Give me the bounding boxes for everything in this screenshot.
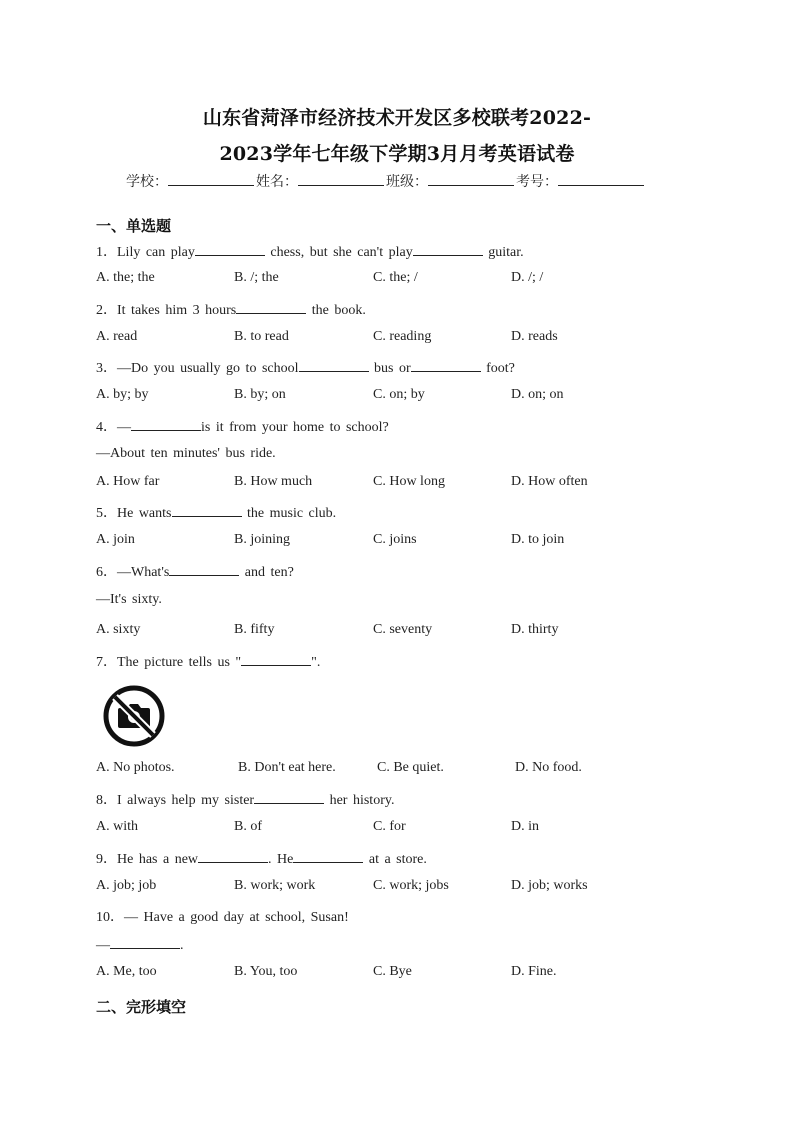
q10-option-b[interactable]: B. You, too (234, 964, 298, 979)
exam-no-field (516, 171, 646, 191)
q2-option-c[interactable]: C. reading (373, 329, 432, 344)
q2-option-d[interactable]: D. reads (511, 329, 558, 344)
class-label: 班级： (386, 174, 428, 190)
q8-option-b[interactable]: B. of (234, 819, 262, 834)
q2-option-b[interactable]: B. to read (234, 329, 289, 344)
question-text: 6．—What's (96, 565, 170, 580)
section-heading-cloze: 二、完形填空 (96, 998, 187, 1016)
q3-option-c[interactable]: C. on; by (373, 387, 425, 402)
q3-option-b[interactable]: B. by; on (234, 387, 286, 402)
question-text: 5．He wants (96, 506, 172, 521)
q6-option-b[interactable]: B. fifty (234, 622, 275, 637)
exam-no-blank[interactable] (558, 171, 644, 186)
exam-no-label: 考号： (516, 174, 558, 190)
exam-title-line-2: 2023学年七年级下学期3月月考英语试卷 (219, 143, 575, 165)
q5-option-a[interactable]: A. join (96, 532, 135, 547)
answer-blank[interactable] (299, 358, 369, 372)
answer-blank[interactable] (293, 849, 363, 863)
question-text: chess, but she can't play (264, 245, 413, 260)
q9-option-d[interactable]: D. job; works (511, 878, 588, 893)
q1-option-a[interactable]: A. the; the (96, 270, 155, 285)
answer-blank[interactable] (254, 790, 324, 804)
answer-blank[interactable] (110, 935, 180, 949)
question-4-response: —About ten minutes' bus ride. (96, 446, 276, 461)
question-text: 8．I always help my sister (96, 793, 255, 808)
q10-option-a[interactable]: A. Me, too (96, 964, 157, 979)
q9-option-a[interactable]: A. job; job (96, 878, 157, 893)
q5-option-b[interactable]: B. joining (234, 532, 291, 547)
q10-option-c[interactable]: C. Bye (373, 964, 412, 979)
question-text: 9．He has a new (96, 852, 199, 867)
answer-blank[interactable] (241, 652, 311, 666)
q7-option-a[interactable]: A. No photos. (96, 760, 175, 775)
q1-option-d[interactable]: D. /; / (511, 270, 544, 285)
answer-blank[interactable] (198, 849, 268, 863)
question-text: is it from your home to school? (201, 420, 389, 435)
q8-option-a[interactable]: A. with (96, 819, 138, 834)
q3-option-d[interactable]: D. on; on (511, 387, 564, 402)
q7-option-b[interactable]: B. Don't eat here. (238, 760, 336, 775)
question-text: ". (311, 655, 321, 670)
q10-option-d[interactable]: D. Fine. (511, 964, 557, 979)
question-text: her history. (324, 793, 395, 808)
question-text: guitar. (482, 245, 524, 260)
name-field (256, 171, 386, 191)
q6-option-d[interactable]: D. thirty (511, 622, 559, 637)
question-text: 1．Lily can play (96, 245, 195, 260)
q6-option-a[interactable]: A. sixty (96, 622, 141, 637)
question-text: . (180, 938, 184, 953)
question-text: the music club. (241, 506, 337, 521)
school-field (126, 171, 256, 191)
question-6-response: —It's sixty. (96, 592, 162, 607)
q9-option-c[interactable]: C. work; jobs (373, 878, 449, 893)
question-9 (96, 848, 427, 868)
question-2 (96, 299, 366, 319)
question-10: 10．— Have a good day at school, Susan! (96, 910, 349, 925)
answer-blank[interactable] (131, 417, 201, 431)
q5-option-c[interactable]: C. joins (373, 532, 417, 547)
name-label: 姓名： (256, 174, 298, 190)
answer-blank[interactable] (169, 562, 239, 576)
question-text: the book. (306, 303, 366, 318)
answer-blank[interactable] (411, 358, 481, 372)
question-text: 4．— (96, 420, 131, 435)
question-7 (96, 651, 320, 671)
question-text: at a store. (363, 852, 427, 867)
answer-blank[interactable] (236, 300, 306, 314)
student-info-line (126, 171, 646, 191)
answer-blank[interactable] (195, 242, 265, 256)
name-blank[interactable] (298, 171, 384, 186)
q2-option-a[interactable]: A. read (96, 329, 138, 344)
question-text: foot? (480, 361, 515, 376)
school-label: 学校： (126, 174, 168, 190)
question-5 (96, 502, 336, 522)
q4-option-a[interactable]: A. How far (96, 474, 160, 489)
q6-option-c[interactable]: C. seventy (373, 622, 433, 637)
question-10-response (96, 935, 184, 954)
q4-option-c[interactable]: C. How long (373, 474, 445, 489)
exam-title-line-1: 山东省菏泽市经济技术开发区多校联考2022- (202, 107, 592, 129)
q1-option-c[interactable]: C. the; / (373, 270, 418, 285)
q4-option-d[interactable]: D. How often (511, 474, 588, 489)
q7-option-c[interactable]: C. Be quiet. (377, 760, 444, 775)
q3-option-a[interactable]: A. by; by (96, 387, 149, 402)
class-field (386, 171, 516, 191)
question-text: . He (268, 852, 294, 867)
question-text: and ten? (239, 565, 294, 580)
q4-option-b[interactable]: B. How much (234, 474, 313, 489)
class-blank[interactable] (428, 171, 514, 186)
question-8 (96, 789, 394, 809)
question-text: 3．—Do you usually go to school (96, 361, 299, 376)
school-blank[interactable] (168, 171, 254, 186)
question-text: 2．It takes him 3 hours (96, 303, 237, 318)
question-text: bus or (368, 361, 411, 376)
question-1 (96, 241, 524, 261)
q8-option-d[interactable]: D. in (511, 819, 539, 834)
q1-option-b[interactable]: B. /; the (234, 270, 279, 285)
q7-option-d[interactable]: D. No food. (515, 760, 582, 775)
q8-option-c[interactable]: C. for (373, 819, 406, 834)
q5-option-d[interactable]: D. to join (511, 532, 565, 547)
question-text: 7．The picture tells us " (96, 655, 242, 670)
no-camera-icon (102, 684, 166, 748)
q9-option-b[interactable]: B. work; work (234, 878, 316, 893)
answer-blank[interactable] (413, 242, 483, 256)
question-6 (96, 561, 294, 581)
question-3 (96, 357, 515, 377)
answer-blank[interactable] (172, 503, 242, 517)
section-heading-single-choice: 一、单选题 (96, 217, 172, 235)
question-text: — (96, 938, 110, 953)
question-4 (96, 416, 389, 436)
